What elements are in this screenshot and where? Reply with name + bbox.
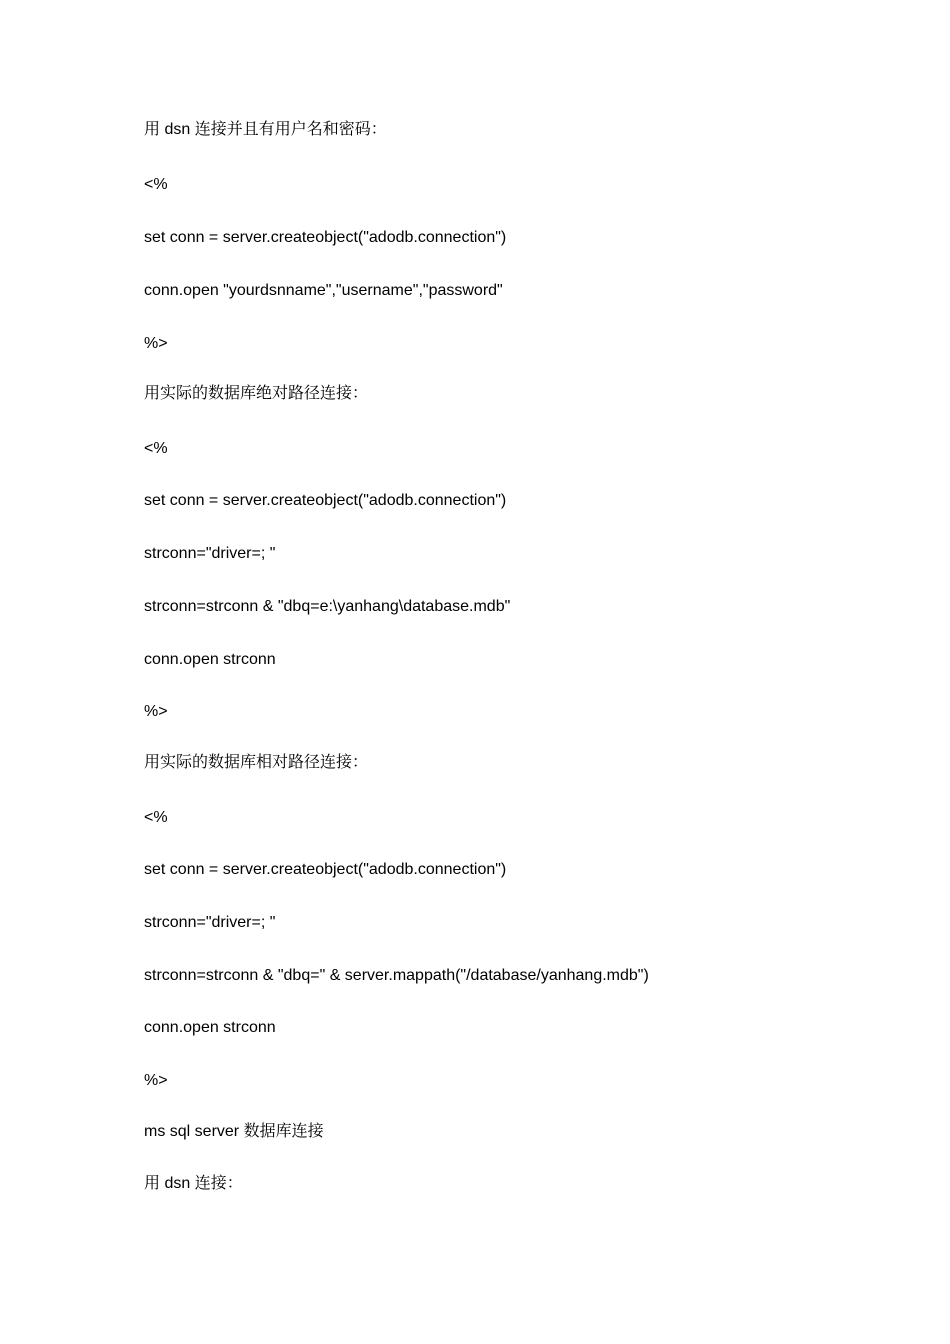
code-close-tag: %> [144,703,168,720]
code-line: set conn = server.createobject("adodb.connection") [144,229,507,246]
code-open-tag: <% [144,440,168,457]
code-line: conn.open strconn [144,651,276,668]
code-close-tag: %> [144,335,168,352]
code-open-tag: <% [144,176,168,193]
code-line: set conn = server.createobject("adodb.connection") [144,492,507,509]
code-line: strconn="driver=; " [144,914,276,931]
code-line: conn.open "yourdsnname","username","password" [144,282,503,299]
code-open-tag: <% [144,809,168,826]
code-line: strconn=strconn & "dbq=" & server.mappath("/database/yanhang.mdb") [144,967,649,984]
code-line: strconn=strconn & "dbq=e:\yanhang\database.mdb" [144,598,511,615]
heading-relative-path: 用实际的数据库相对路径连接： [144,754,369,771]
code-line: strconn="driver=; " [144,545,276,562]
heading-absolute-path: 用实际的数据库绝对路径连接： [144,385,369,402]
heading-dsn-with-credentials: 用 dsn 连接并且有用户名和密码： [144,121,387,138]
code-line: set conn = server.createobject("adodb.connection") [144,861,507,878]
heading-dsn-connection: 用 dsn 连接： [144,1175,243,1192]
heading-mssql: ms sql server 数据库连接 [144,1123,324,1140]
code-line: conn.open strconn [144,1019,276,1036]
code-close-tag: %> [144,1072,168,1089]
